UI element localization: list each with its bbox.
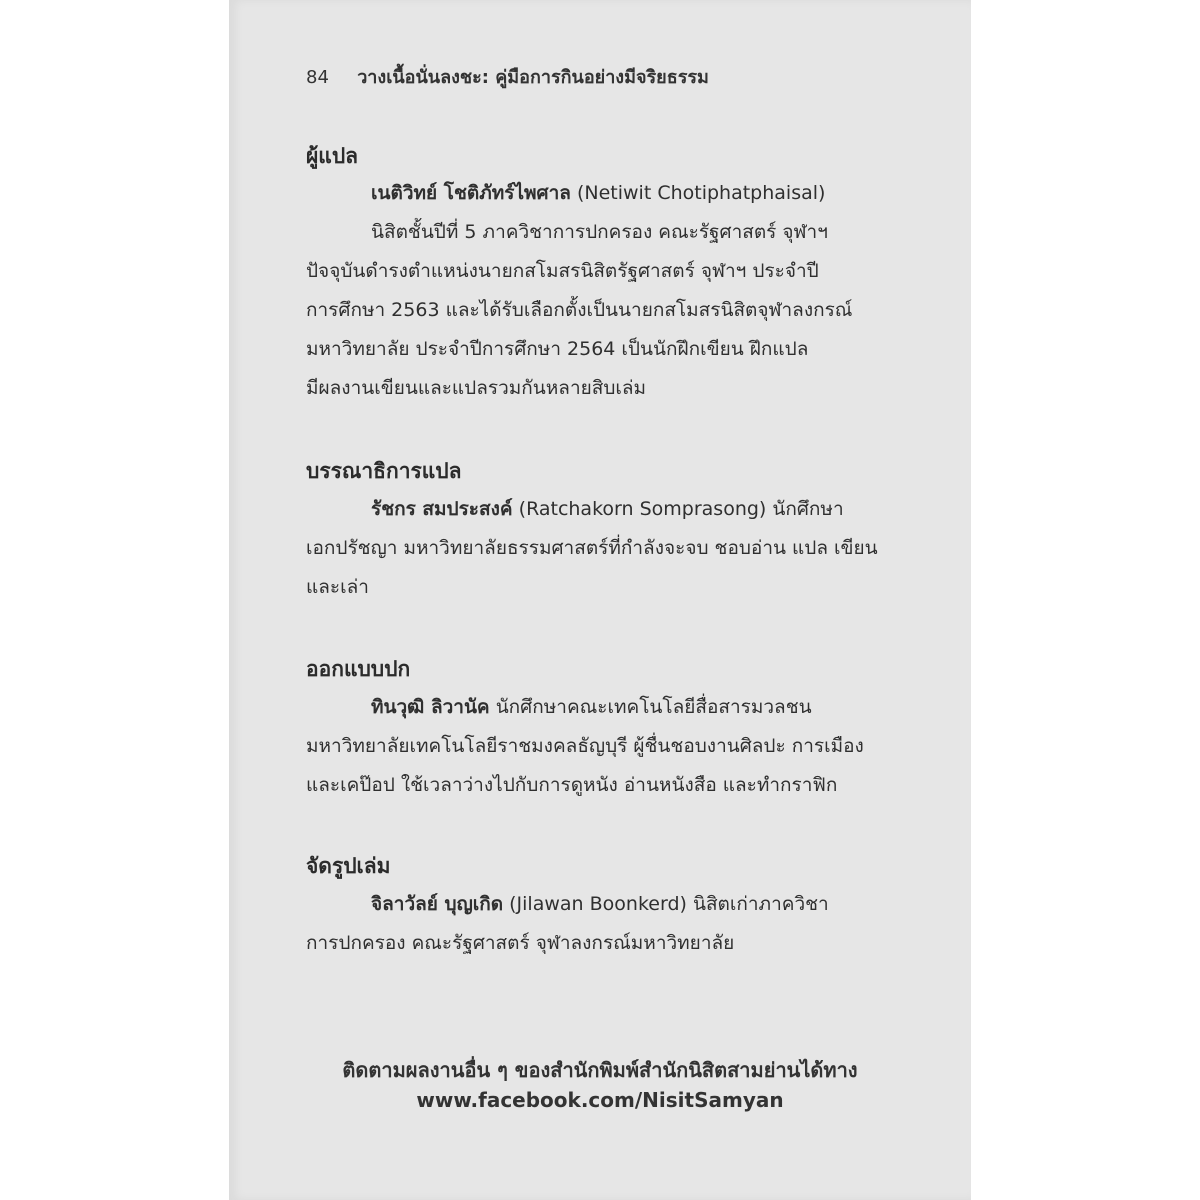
bio-line: นิสิตชั้นปีที่ 5 ภาควิชาการปกครอง คณะรัฐศาสตร์ จุฬาฯ — [371, 221, 828, 243]
person-name: รัชกร สมประสงค์ — [371, 498, 513, 520]
translator-bio — [306, 174, 926, 408]
bio-text: นักศึกษาคณะเทคโนโลยีสื่อสารมวลชน — [495, 696, 812, 718]
section-heading-translator: ผู้แปล — [306, 144, 359, 168]
bio-line: มีผลงานเขียนและแปลรวมกันหลายสิบเล่ม — [306, 377, 647, 399]
bio-line: เอกปรัชญา มหาวิทยาลัยธรรมศาสตร์ที่กำลังจะจบ ชอบอ่าน แปล เขียน — [306, 537, 878, 559]
book-title: วางเนื้อนั่นลงชะ: คู่มือการกินอย่างมีจริยธรรม — [357, 67, 709, 88]
bio-text: (Netiwit Chotiphatphaisal) — [576, 182, 826, 204]
person-name: เนติวิทย์ โชติภัทร์ไพศาล — [371, 182, 571, 204]
bio-line: มหาวิทยาลัยเทคโนโลยีราชมงคลธัญบุรี ผู้ชื่นชอบงานศิลปะ การเมือง — [306, 735, 864, 757]
bio-line: ปัจจุบันดำรงตำแหน่งนายกสโมสรนิสิตรัฐศาสตร์ จุฬาฯ ประจำปี — [306, 260, 819, 282]
person-name: จิลาวัลย์ บุญเกิด — [371, 893, 504, 915]
bio-first-line — [306, 490, 926, 529]
bio-text: (Jilawan Boonkerd) นิสิตเก่าภาควิชา — [509, 893, 829, 915]
layout-designer-bio — [306, 885, 926, 963]
bio-line: มหาวิทยาลัย ประจำปีการศึกษา 2564 เป็นนักฝึกเขียน ฝึกแปล — [306, 338, 809, 360]
page-number: 84 — [306, 67, 329, 88]
footer-follow-text: ติดตามผลงานอื่น ๆ ของสำนักพิมพ์สำนักนิสิตสามย่านได้ทาง — [342, 1058, 858, 1082]
bio-line: และเล่า — [306, 576, 369, 598]
editor-bio — [306, 490, 926, 607]
section-heading-editor: บรรณาธิการแปล — [306, 459, 462, 483]
person-name: ทินวุฒิ ลิวานัค — [371, 696, 490, 718]
footer-facebook-url: www.facebook.com/NisitSamyan — [416, 1088, 784, 1112]
bio-first-line — [306, 688, 926, 727]
section-heading-cover-design: ออกแบบปก — [306, 657, 411, 681]
book-page — [229, 0, 971, 1200]
bio-line: การปกครอง คณะรัฐศาสตร์ จุฬาลงกรณ์มหาวิทยาลัย — [306, 932, 735, 954]
bio-first-line — [306, 174, 926, 213]
page-header — [306, 62, 709, 91]
bio-line: การศึกษา 2563 และได้รับเลือกตั้งเป็นนายกสโมสรนิสิตจุฬาลงกรณ์ — [306, 299, 853, 321]
bio-first-line — [306, 885, 926, 924]
bio-line: และเคป๊อป ใช้เวลาว่างไปกับการดูหนัง อ่านหนังสือ และทำกราฟิก — [306, 774, 838, 796]
section-heading-layout: จัดรูปเล่ม — [306, 854, 391, 878]
cover-designer-bio — [306, 688, 926, 805]
bio-text: (Ratchakorn Somprasong) นักศึกษา — [518, 498, 844, 520]
